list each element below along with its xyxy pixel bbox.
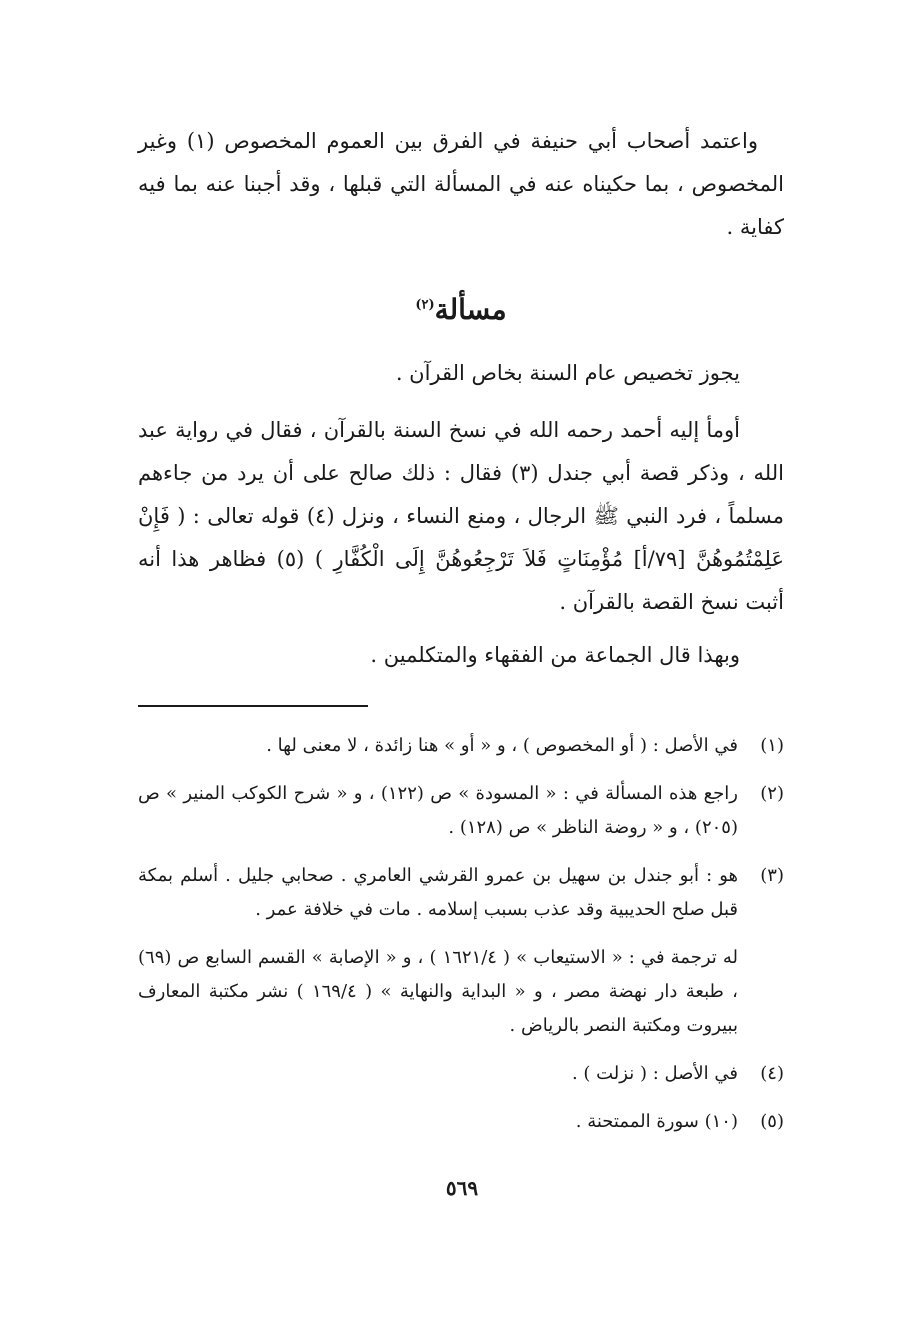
body-paragraph-1: واعتمد أصحاب أبي حنيفة في الفرق بين العموم المخصوص (١) وغير المخصوص ، بما حكيناه عنه في المسألة التي قبلها ، وقد أجبنا عنه بما فيه كفاية . bbox=[138, 129, 784, 239]
footnote-number: (٢) bbox=[760, 783, 784, 804]
heading-title: مسألة bbox=[434, 293, 507, 326]
footnote-3-continuation: له ترجمة في : « الاستيعاب » ( ١٦٢١/٤ ) ، و « الإصابة » القسم السابع ص (٦٩) ، طبعة دار نهضة مصر ، و « البداية والنهاية » ( ١٦٩/٤ ) نشر مكتبة المعارف ببيروت ومكتبة النصر بالرياض . bbox=[138, 947, 738, 1036]
body-paragraph-2: يجوز تخصيص عام السنة بخاص القرآن . bbox=[395, 361, 740, 385]
footnote-4 bbox=[138, 1057, 784, 1091]
body-paragraph-4: وبهذا قال الجماعة من الفقهاء والمتكلمين . bbox=[370, 643, 740, 667]
footnote-text: (١٠) سورة الممتحنة . bbox=[575, 1111, 738, 1132]
footnote-number: (١) bbox=[760, 735, 784, 756]
footnote-text: في الأصل : ( أو المخصوص ) ، و « أو » هنا زائدة ، لا معنى لها . bbox=[266, 735, 738, 756]
footnote-number: (٤) bbox=[760, 1063, 784, 1084]
footnote-number: (٣) bbox=[760, 865, 784, 886]
footnote-3 bbox=[138, 859, 784, 927]
footnote-1 bbox=[138, 729, 784, 763]
footnote-text: راجع هذه المسألة في : « المسودة » ص (١٢٢) ، و « شرح الكوكب المنير » ص (٢٠٥) ، و « روضة الناظر » ص (١٢٨) . bbox=[138, 783, 738, 838]
heading-footnote-ref: (٢) bbox=[415, 297, 435, 313]
footnote-text: هو : أبو جندل بن سهيل بن عمرو القرشي العامري . صحابي جليل . أسلم بمكة قبل صلح الحديبية وقد عذب بسبب إسلامه . مات في خلافة عمر . bbox=[138, 865, 739, 920]
footnote-number: (٥) bbox=[760, 1111, 784, 1132]
body-paragraph-3: أومأ إليه أحمد رحمه الله في نسخ السنة بالقرآن ، فقال في رواية عبد الله ، وذكر قصة أبي جندل (٣) فقال : ذلك صالح على أن يرد من جاءهم مسلماً ، فرد النبي ﷺ الرجال ، ومنع النساء ، ونزل (٤) قوله تعالى : ( فَإِنْ عَلِمْتُمُوهُنَّ [٧٩/أ] مُؤْمِنَاتٍ فَلاَ تَرْجِعُوهُنَّ إِلَى الْكُفَّارِ ) (٥) فظاهر هذا أنه أثبت نسخ القصة بالقرآن . bbox=[138, 418, 784, 614]
section-heading bbox=[138, 293, 784, 326]
footnote-text: في الأصل : ( نزلت ) . bbox=[571, 1063, 738, 1084]
footnote-5 bbox=[138, 1105, 784, 1139]
page-number: ٥٦٩ bbox=[445, 1176, 479, 1200]
footnote-2 bbox=[138, 777, 784, 845]
footnote-separator bbox=[138, 705, 368, 707]
